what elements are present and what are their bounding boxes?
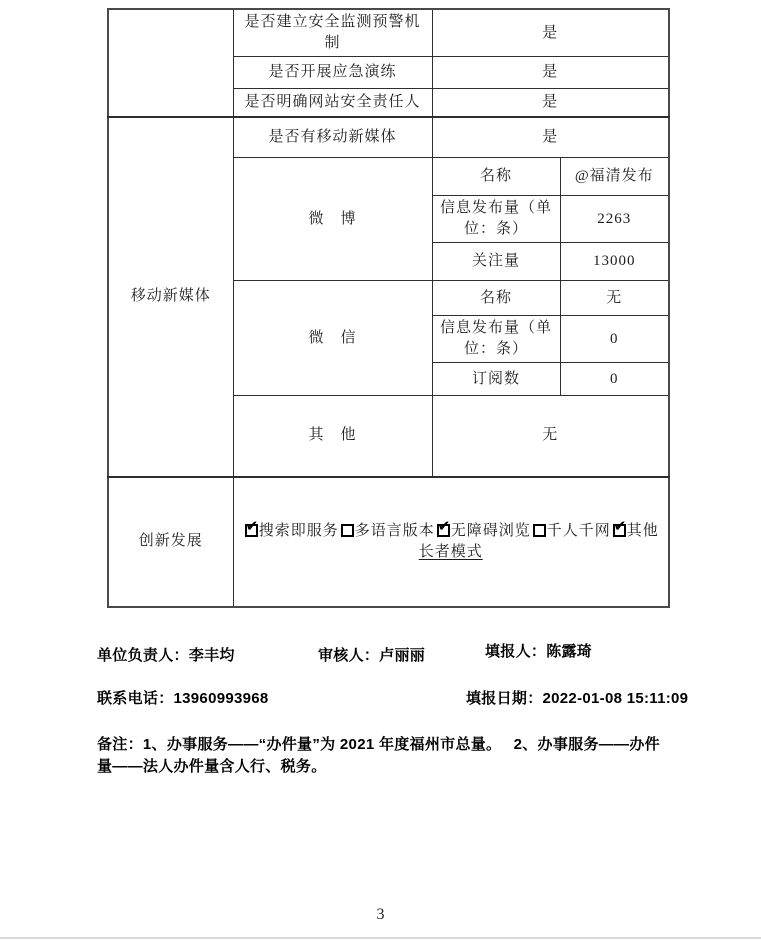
security-answer-cell: 是 [432,9,669,57]
innovation-option [243,516,339,539]
report-table [107,8,670,608]
option-label: 搜索即服务 [258,522,339,539]
filler-label: 填报人：陈露琦 [485,643,593,660]
option-label: 其他 [626,522,659,539]
security-answer-cell: 是 [432,89,669,117]
checkbox-unchecked-icon [341,524,354,537]
innovation-other-detail-line [239,542,664,563]
weibo-posts-label-cell: 信息发布量（单位：条） [432,196,560,243]
section-label-innovation: 创新发展 [108,477,233,607]
innovation-options-line [239,516,664,542]
wechat-label-cell: 微 信 [233,281,432,396]
empty-section-cell [108,9,233,117]
option-label: 无障碍浏览 [450,522,531,539]
innovation-option [435,516,531,539]
notes-text: 备注：1、办事服务——“办件量”为 2021 年度福州市总量。 2、办事服务——办件量——法人办件量含人行、税务。 [97,736,660,775]
wechat-name-value-cell: 无 [560,281,669,316]
security-question-cell: 是否建立安全监测预警机制 [233,9,432,57]
checkbox-checked-icon: ✔ [613,516,627,535]
reviewer-label: 审核人：卢丽丽 [318,647,426,664]
wechat-name-label-cell: 名称 [432,281,560,316]
report-table-wrap [107,8,670,608]
phone-label: 联系电话：13960993968 [97,690,269,707]
weibo-followers-label-cell: 关注量 [432,243,560,281]
has-mobile-media-question-cell: 是否有移动新媒体 [233,117,432,158]
weibo-followers-value-cell: 13000 [560,243,669,281]
security-question-cell: 是否开展应急演练 [233,57,432,89]
innovation-option [531,523,611,539]
has-mobile-media-answer-cell: 是 [432,117,669,158]
innovation-option [339,523,435,539]
unit-head-label: 单位负责人：李丰均 [97,647,235,664]
weibo-name-value-cell: @福清发布 [560,158,669,196]
checkbox-checked-icon: ✔ [245,516,259,535]
wechat-posts-label-cell: 信息发布量（单位：条） [432,316,560,363]
fill-date-label: 填报日期：2022-01-08 15:11:09 [466,690,689,707]
checkbox-unchecked-icon [533,524,546,537]
wechat-subscribers-label-cell: 订阅数 [432,363,560,396]
wechat-subscribers-value-cell: 0 [560,363,669,396]
option-label: 多语言版本 [354,522,435,539]
option-label: 千人千网 [546,522,611,539]
security-answer-cell: 是 [432,57,669,89]
innovation-option [611,516,659,539]
other-media-label-cell: 其 他 [233,396,432,477]
innovation-other-detail: 长者模式 [418,543,483,560]
section-label-mobile-media: 移动新媒体 [108,117,233,477]
checkbox-checked-icon: ✔ [437,516,451,535]
weibo-name-label-cell: 名称 [432,158,560,196]
innovation-content-cell [233,477,669,607]
table-row [108,117,669,158]
security-question-cell: 是否明确网站安全责任人 [233,89,432,117]
table-row [108,477,669,607]
page-bottom-divider [0,937,761,939]
table-row [108,9,669,57]
wechat-posts-value-cell: 0 [560,316,669,363]
page-number: 3 [376,906,385,923]
weibo-posts-value-cell: 2263 [560,196,669,243]
weibo-label-cell: 微 博 [233,158,432,281]
other-media-value-cell: 无 [432,396,669,477]
